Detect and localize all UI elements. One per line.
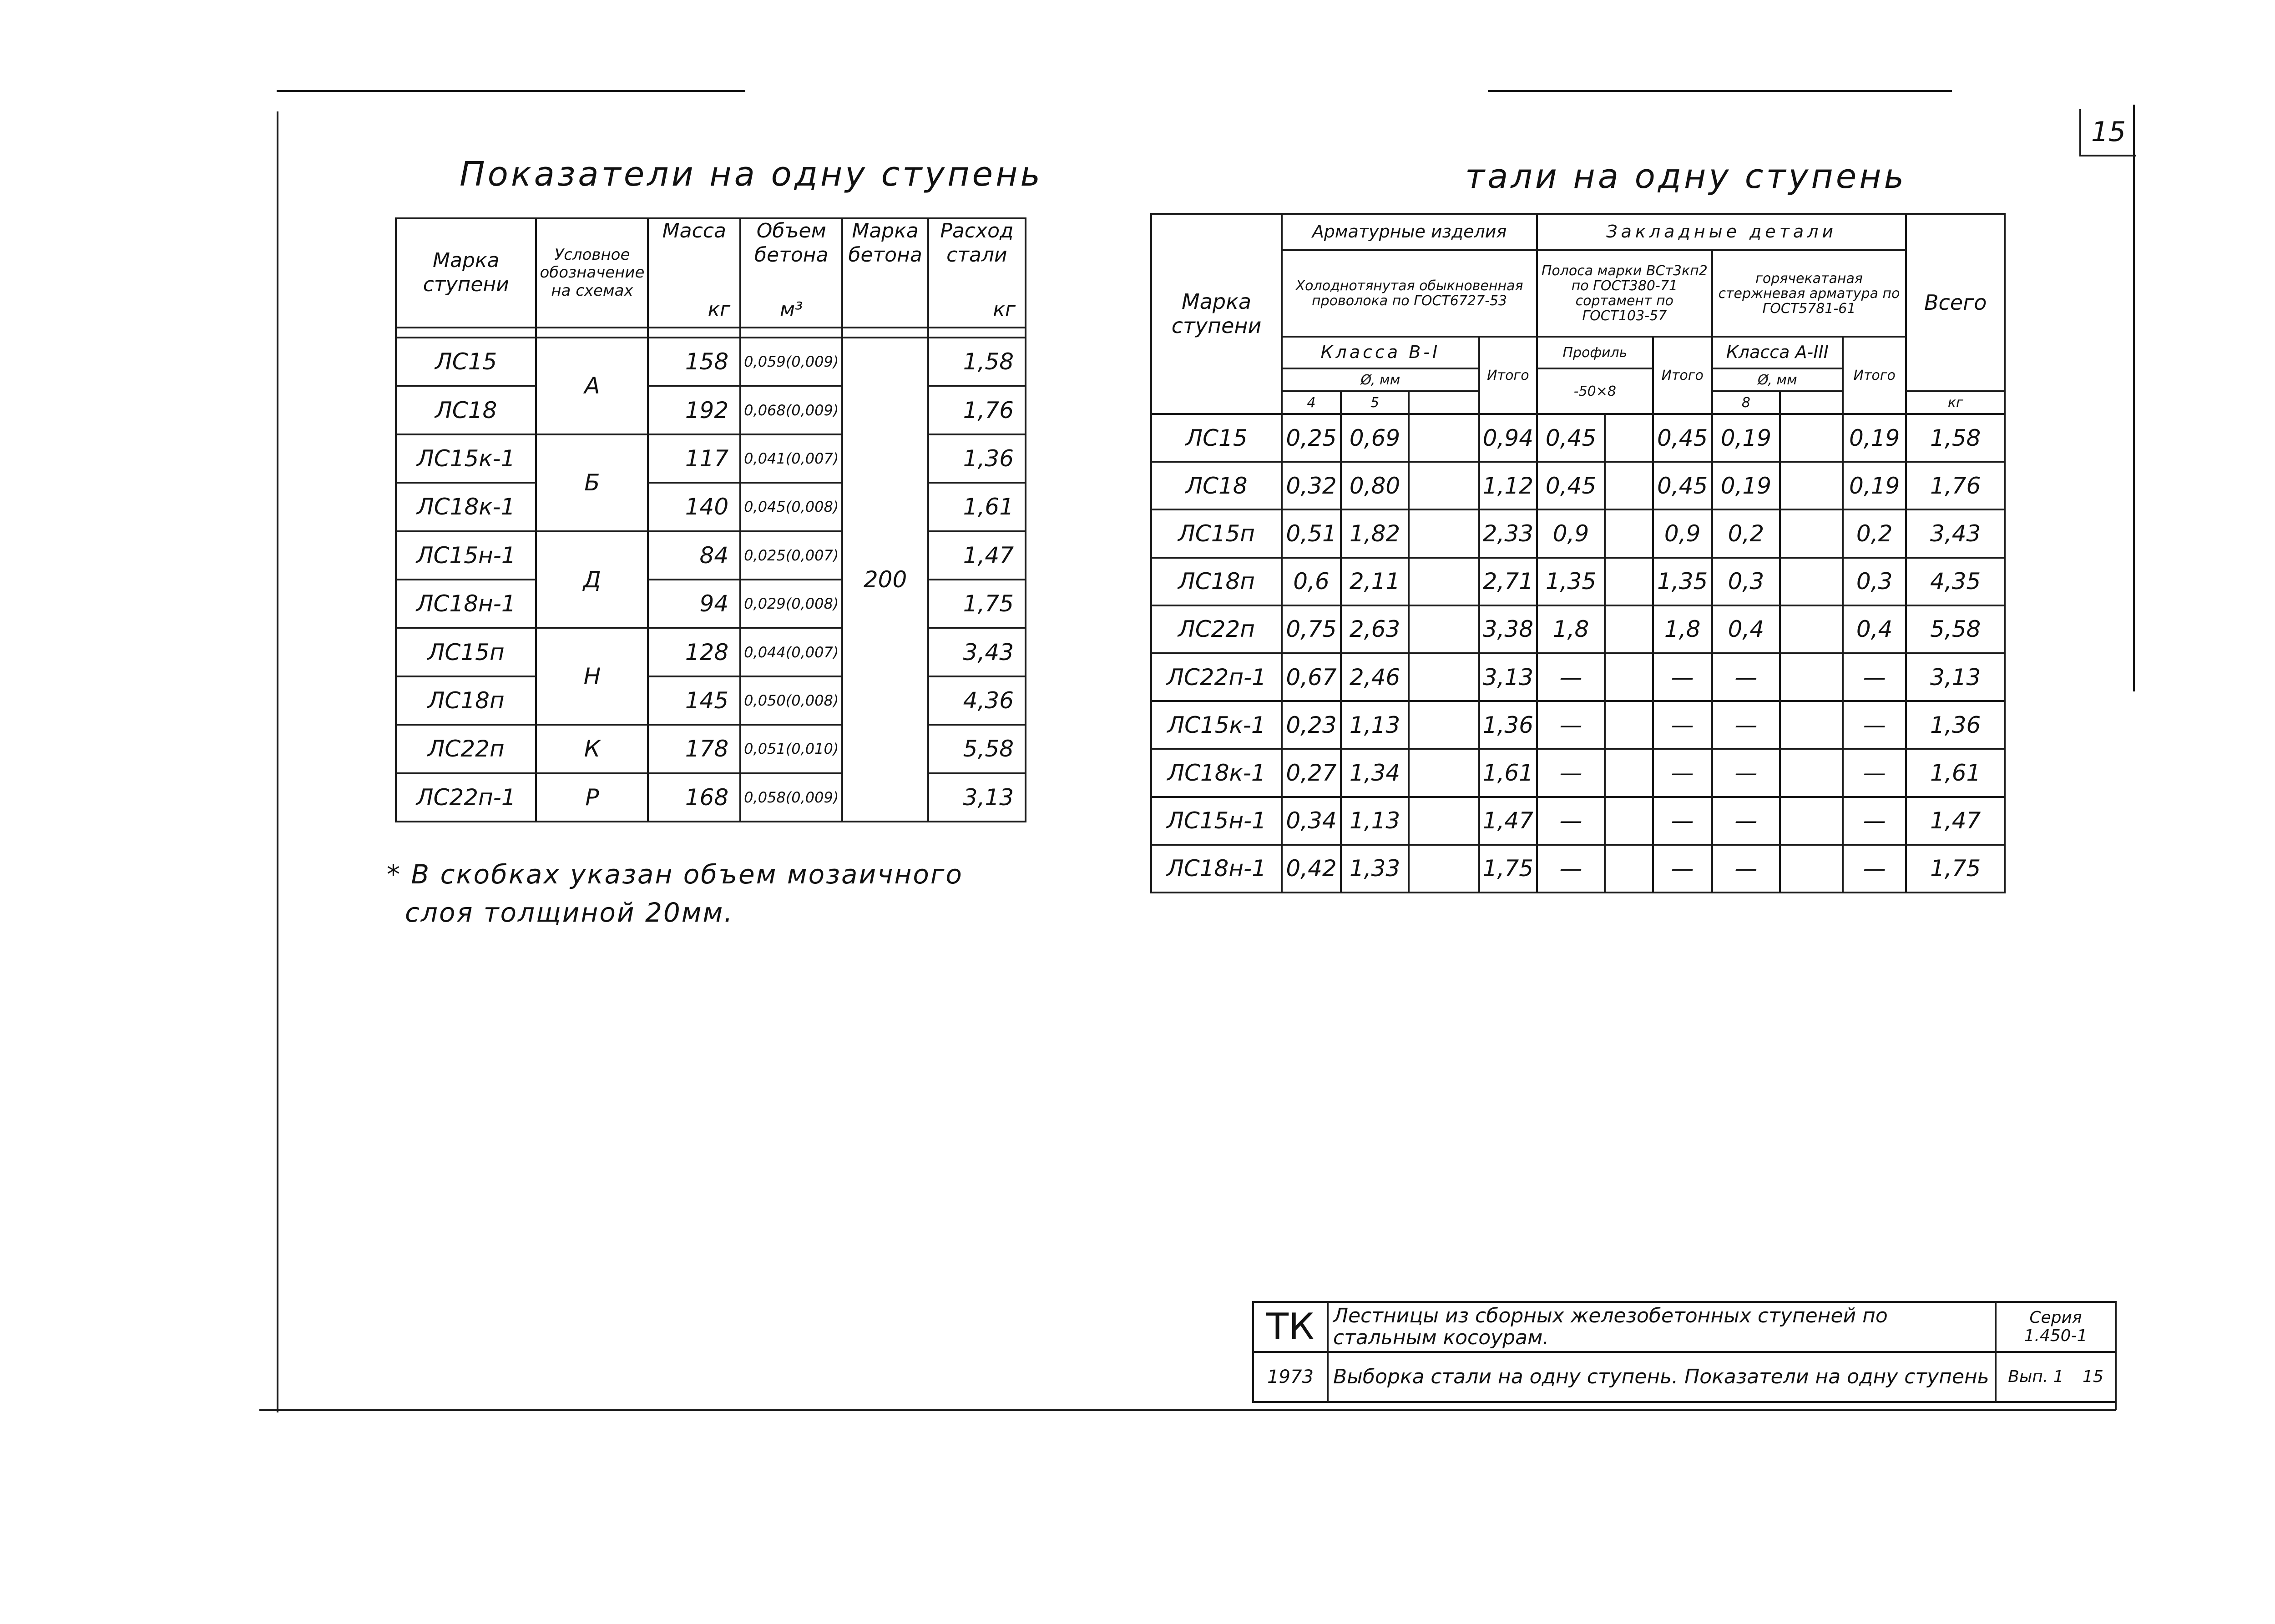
cell-symbol: К — [536, 725, 648, 773]
table-row — [1151, 462, 2005, 509]
cell-empty — [1780, 414, 1843, 462]
cell-total-3: — — [1843, 749, 1906, 797]
cell-mark: ЛС18к-1 — [396, 483, 536, 531]
cell-empty — [1780, 797, 1843, 845]
cell-profile: — — [1537, 845, 1605, 893]
cell-empty — [1409, 605, 1479, 653]
cell-mass: 84 — [648, 531, 740, 580]
footnote — [387, 855, 963, 932]
th-volume-unit: м³ — [779, 298, 803, 322]
cell-d4: 0,27 — [1282, 749, 1341, 797]
cell-d5: 2,11 — [1341, 558, 1409, 605]
cell-mark: ЛС15 — [396, 338, 536, 386]
cell-volume: 0,050(0,008) — [740, 676, 842, 725]
th-hotrolled: горячекатаная стержневая арматура по ГОСТ5781-61 — [1712, 250, 1906, 337]
th-strip: Полоса марки ВСт3кп2 по ГОСТ380-71 сортамент по ГОСТ103-57 — [1537, 250, 1712, 337]
stamp-issue-label: Вып. — [2008, 1367, 2048, 1387]
cell-total-1: 1,61 — [1479, 749, 1537, 797]
th-hot-class: Класса А-III — [1712, 337, 1843, 368]
cell-empty — [1780, 749, 1843, 797]
stamp-org: ТК — [1253, 1302, 1328, 1352]
th-d4: 4 — [1282, 391, 1341, 414]
th-steel — [928, 218, 1026, 328]
cell-all: 1,75 — [1906, 845, 2005, 893]
cell-all: 1,36 — [1906, 701, 2005, 749]
cell-mark: ЛС18н-1 — [396, 580, 536, 628]
cell-total-3: 0,19 — [1843, 414, 1906, 462]
table-row — [396, 628, 1026, 676]
cell-empty — [1605, 845, 1653, 893]
table-row — [396, 773, 1026, 822]
cell-empty — [1780, 701, 1843, 749]
cell-steel: 1,76 — [928, 386, 1026, 434]
cell-total-3: 0,19 — [1843, 462, 1906, 509]
table-row — [1151, 414, 2005, 462]
stamp-year: 1973 — [1253, 1352, 1328, 1402]
table-row — [1151, 701, 2005, 749]
cell-symbol: Р — [536, 773, 648, 822]
cell-volume: 0,045(0,008) — [740, 483, 842, 531]
page-number: 15 — [2079, 109, 2136, 156]
cell-mark: ЛС15н-1 — [396, 531, 536, 580]
table-row — [396, 338, 1026, 386]
th-diam: Ø, мм — [1282, 368, 1479, 391]
th-mass-label: Масса — [662, 219, 726, 242]
cell-total-2: 0,45 — [1653, 462, 1712, 509]
cell-total-1: 3,13 — [1479, 653, 1537, 701]
cell-volume: 0,068(0,009) — [740, 386, 842, 434]
left-title: Показатели на одну ступень — [460, 155, 1043, 194]
stamp-title-2: Выборка стали на одну ступень. Показатели на одну ступень — [1328, 1352, 1996, 1402]
th-mark: Марка ступени — [1151, 214, 1282, 414]
cell-d4: 0,67 — [1282, 653, 1341, 701]
cell-d8: — — [1712, 845, 1780, 893]
cell-mark: ЛС22п-1 — [1151, 653, 1282, 701]
cell-d4: 0,42 — [1282, 845, 1341, 893]
cell-symbol: А — [536, 338, 648, 434]
cell-mark: ЛС18 — [1151, 462, 1282, 509]
cell-empty — [1780, 605, 1843, 653]
table-row — [396, 483, 1026, 531]
cell-empty — [1605, 605, 1653, 653]
cell-mark: ЛС18 — [396, 386, 536, 434]
stamp-sheet: 15 — [2083, 1367, 2103, 1387]
cell-total-2: — — [1653, 797, 1712, 845]
footnote-line-2: слоя толщиной 20мм. — [405, 897, 734, 928]
th-all: Всего — [1906, 214, 2005, 391]
cell-steel: 4,36 — [928, 676, 1026, 725]
cell-mass: 192 — [648, 386, 740, 434]
table-row — [1151, 797, 2005, 845]
cell-total-1: 2,33 — [1479, 509, 1537, 557]
th-embedded: Закладные детали — [1537, 214, 1906, 250]
th-steel-label: Расход стали — [940, 219, 1014, 267]
cell-steel: 3,43 — [928, 628, 1026, 676]
cell-mark: ЛС22п-1 — [396, 773, 536, 822]
cell-d4: 0,32 — [1282, 462, 1341, 509]
cell-volume: 0,051(0,010) — [740, 725, 842, 773]
cell-empty — [1780, 845, 1843, 893]
cell-empty — [1409, 845, 1479, 893]
cell-d5: 2,46 — [1341, 653, 1409, 701]
cell-empty — [1409, 653, 1479, 701]
th-wire-class: Класса В-I — [1282, 337, 1479, 368]
cell-profile: — — [1537, 749, 1605, 797]
cell-profile: 0,45 — [1537, 462, 1605, 509]
cell-steel: 1,75 — [928, 580, 1026, 628]
table-row — [396, 580, 1026, 628]
cell-mark: ЛС18п — [396, 676, 536, 725]
th-d8: 8 — [1712, 391, 1780, 414]
cell-empty — [1780, 509, 1843, 557]
cell-steel: 1,47 — [928, 531, 1026, 580]
cell-all: 1,76 — [1906, 462, 2005, 509]
cell-profile: 1,35 — [1537, 558, 1605, 605]
cell-total-1: 1,36 — [1479, 701, 1537, 749]
th-volume — [740, 218, 842, 328]
cell-steel: 1,58 — [928, 338, 1026, 386]
cell-mark: ЛС15п — [1151, 509, 1282, 557]
cell-volume: 0,041(0,007) — [740, 434, 842, 483]
cell-all: 1,61 — [1906, 749, 2005, 797]
cell-total-1: 1,12 — [1479, 462, 1537, 509]
cell-mass: 117 — [648, 434, 740, 483]
frame-top-left — [277, 90, 745, 92]
gap-cell — [648, 328, 740, 338]
cell-mark: ЛС15н-1 — [1151, 797, 1282, 845]
cell-concrete: 200 — [842, 338, 928, 822]
cell-total-2: — — [1653, 653, 1712, 701]
cell-mass: 168 — [648, 773, 740, 822]
frame-left — [277, 111, 278, 1412]
title-block — [1252, 1301, 2117, 1403]
cell-total-1: 0,94 — [1479, 414, 1537, 462]
cell-empty — [1605, 797, 1653, 845]
cell-steel: 1,36 — [928, 434, 1026, 483]
table-row — [1151, 558, 2005, 605]
table-row — [396, 434, 1026, 483]
cell-d5: 1,33 — [1341, 845, 1409, 893]
cell-empty — [1605, 749, 1653, 797]
table-row — [396, 725, 1026, 773]
cell-mark: ЛС22п — [396, 725, 536, 773]
cell-total-1: 2,71 — [1479, 558, 1537, 605]
cell-d4: 0,75 — [1282, 605, 1341, 653]
cell-d8: — — [1712, 797, 1780, 845]
cell-volume: 0,058(0,009) — [740, 773, 842, 822]
table-row — [396, 386, 1026, 434]
cell-symbol: Б — [536, 434, 648, 531]
cell-total-2: — — [1653, 845, 1712, 893]
cell-empty — [1605, 414, 1653, 462]
cell-symbol: Н — [536, 628, 648, 725]
cell-total-1: 3,38 — [1479, 605, 1537, 653]
cell-d8: — — [1712, 653, 1780, 701]
frame-bottom — [259, 1409, 2116, 1411]
cell-all: 3,43 — [1906, 509, 2005, 557]
cell-total-3: — — [1843, 653, 1906, 701]
th-rebar: Арматурные изделия — [1282, 214, 1537, 250]
gap-cell — [396, 328, 536, 338]
cell-d5: 0,80 — [1341, 462, 1409, 509]
cell-empty — [1409, 701, 1479, 749]
cell-d8: 0,4 — [1712, 605, 1780, 653]
cell-mark: ЛС15к-1 — [1151, 701, 1282, 749]
indicators-table — [395, 217, 1026, 822]
cell-d8: 0,19 — [1712, 462, 1780, 509]
cell-d8: 0,19 — [1712, 414, 1780, 462]
table-row — [1151, 749, 2005, 797]
cell-mark: ЛС18н-1 — [1151, 845, 1282, 893]
cell-d8: 0,3 — [1712, 558, 1780, 605]
cell-d4: 0,23 — [1282, 701, 1341, 749]
th-d-empty — [1780, 391, 1843, 414]
cell-steel: 1,61 — [928, 483, 1026, 531]
cell-all: 1,58 — [1906, 414, 2005, 462]
cell-empty — [1409, 797, 1479, 845]
th-mark: Марка ступени — [396, 218, 536, 328]
cell-empty — [1605, 701, 1653, 749]
cell-total-1: 1,47 — [1479, 797, 1537, 845]
th-d-empty — [1409, 391, 1479, 414]
cell-total-2: 1,8 — [1653, 605, 1712, 653]
cell-total-3: 0,4 — [1843, 605, 1906, 653]
frame-top-right — [1488, 90, 1952, 92]
cell-d4: 0,51 — [1282, 509, 1341, 557]
cell-all: 4,35 — [1906, 558, 2005, 605]
cell-mark: ЛС18п — [1151, 558, 1282, 605]
steel-table — [1150, 213, 2006, 893]
cell-empty — [1780, 462, 1843, 509]
cell-total-3: — — [1843, 701, 1906, 749]
stamp-series-number: 1.450-1 — [2024, 1326, 2088, 1345]
cell-empty — [1780, 558, 1843, 605]
cell-d5: 1,34 — [1341, 749, 1409, 797]
cell-symbol: Д — [536, 531, 648, 628]
cell-all: 5,58 — [1906, 605, 2005, 653]
th-steel-unit: кг — [993, 298, 1016, 322]
cell-empty — [1409, 509, 1479, 557]
cell-total-2: — — [1653, 749, 1712, 797]
cell-profile: 0,9 — [1537, 509, 1605, 557]
th-concrete: Марка бетона — [842, 218, 928, 328]
stamp-issue — [1996, 1352, 2116, 1402]
th-mass-unit: кг — [708, 298, 731, 322]
th-profile-size: -50×8 — [1537, 368, 1653, 414]
cell-mass: 94 — [648, 580, 740, 628]
cell-empty — [1409, 749, 1479, 797]
table-row — [1151, 653, 2005, 701]
stamp-title-1: Лестницы из сборных железобетонных ступеней по стальным косоурам. — [1328, 1302, 1996, 1352]
cell-d4: 0,6 — [1282, 558, 1341, 605]
footnote-line-1: * В скобках указан объем мозаичного — [387, 859, 963, 890]
cell-d8: — — [1712, 701, 1780, 749]
cell-volume: 0,059(0,009) — [740, 338, 842, 386]
cell-empty — [1605, 509, 1653, 557]
cell-mark: ЛС15п — [396, 628, 536, 676]
cell-empty — [1409, 414, 1479, 462]
cell-d5: 1,13 — [1341, 701, 1409, 749]
th-mass — [648, 218, 740, 328]
th-symbol: Условное обозначение на схемах — [536, 218, 648, 328]
gap-cell — [842, 328, 928, 338]
cell-total-2: 0,45 — [1653, 414, 1712, 462]
cell-total-2: — — [1653, 701, 1712, 749]
cell-empty — [1605, 653, 1653, 701]
cell-profile: — — [1537, 701, 1605, 749]
right-title: тали на одну ступень — [1465, 157, 1907, 196]
stamp-series-label: Серия — [2029, 1308, 2082, 1327]
th-volume-label: Объем бетона — [754, 219, 829, 267]
cell-total-2: 1,35 — [1653, 558, 1712, 605]
cell-volume: 0,025(0,007) — [740, 531, 842, 580]
cell-total-2: 0,9 — [1653, 509, 1712, 557]
cell-all: 3,13 — [1906, 653, 2005, 701]
cell-mass: 128 — [648, 628, 740, 676]
cell-total-3: 0,2 — [1843, 509, 1906, 557]
cell-d5: 2,63 — [1341, 605, 1409, 653]
gap-cell — [740, 328, 842, 338]
table-row — [1151, 605, 2005, 653]
th-all-unit: кг — [1906, 391, 2005, 414]
cell-total-3: — — [1843, 845, 1906, 893]
stamp-issue-number: 1 — [2053, 1367, 2064, 1387]
frame-right — [2133, 105, 2135, 691]
cell-empty — [1780, 653, 1843, 701]
th-wire: Холоднотянутая обыкновенная проволока по ГОСТ6727-53 — [1282, 250, 1537, 337]
th-diam-hot: Ø, мм — [1712, 368, 1843, 391]
cell-empty — [1409, 558, 1479, 605]
cell-total-1: 1,75 — [1479, 845, 1537, 893]
cell-d8: 0,2 — [1712, 509, 1780, 557]
cell-empty — [1409, 462, 1479, 509]
cell-d5: 1,13 — [1341, 797, 1409, 845]
cell-profile: — — [1537, 797, 1605, 845]
cell-d4: 0,34 — [1282, 797, 1341, 845]
gap-cell — [536, 328, 648, 338]
table-row — [396, 676, 1026, 725]
cell-steel: 3,13 — [928, 773, 1026, 822]
th-d5: 5 — [1341, 391, 1409, 414]
cell-d8: — — [1712, 749, 1780, 797]
th-total-3: Итого — [1843, 337, 1906, 414]
cell-d5: 0,69 — [1341, 414, 1409, 462]
gap-cell — [928, 328, 1026, 338]
cell-mass: 158 — [648, 338, 740, 386]
cell-mass: 145 — [648, 676, 740, 725]
cell-steel: 5,58 — [928, 725, 1026, 773]
cell-profile: — — [1537, 653, 1605, 701]
th-profile: Профиль — [1537, 337, 1653, 368]
cell-volume: 0,044(0,007) — [740, 628, 842, 676]
cell-mark: ЛС22п — [1151, 605, 1282, 653]
cell-profile: 1,8 — [1537, 605, 1605, 653]
cell-total-3: — — [1843, 797, 1906, 845]
cell-profile: 0,45 — [1537, 414, 1605, 462]
th-total-1: Итого — [1479, 337, 1537, 414]
cell-mass: 178 — [648, 725, 740, 773]
stamp-series — [1996, 1302, 2116, 1352]
table-row — [1151, 509, 2005, 557]
cell-mark: ЛС15к-1 — [396, 434, 536, 483]
cell-mark: ЛС15 — [1151, 414, 1282, 462]
cell-all: 1,47 — [1906, 797, 2005, 845]
cell-mass: 140 — [648, 483, 740, 531]
cell-total-3: 0,3 — [1843, 558, 1906, 605]
th-total-2: Итого — [1653, 337, 1712, 414]
cell-d4: 0,25 — [1282, 414, 1341, 462]
cell-d5: 1,82 — [1341, 509, 1409, 557]
cell-empty — [1605, 558, 1653, 605]
table-row — [396, 531, 1026, 580]
cell-empty — [1605, 462, 1653, 509]
cell-mark: ЛС18к-1 — [1151, 749, 1282, 797]
cell-volume: 0,029(0,008) — [740, 580, 842, 628]
table-row — [1151, 845, 2005, 893]
